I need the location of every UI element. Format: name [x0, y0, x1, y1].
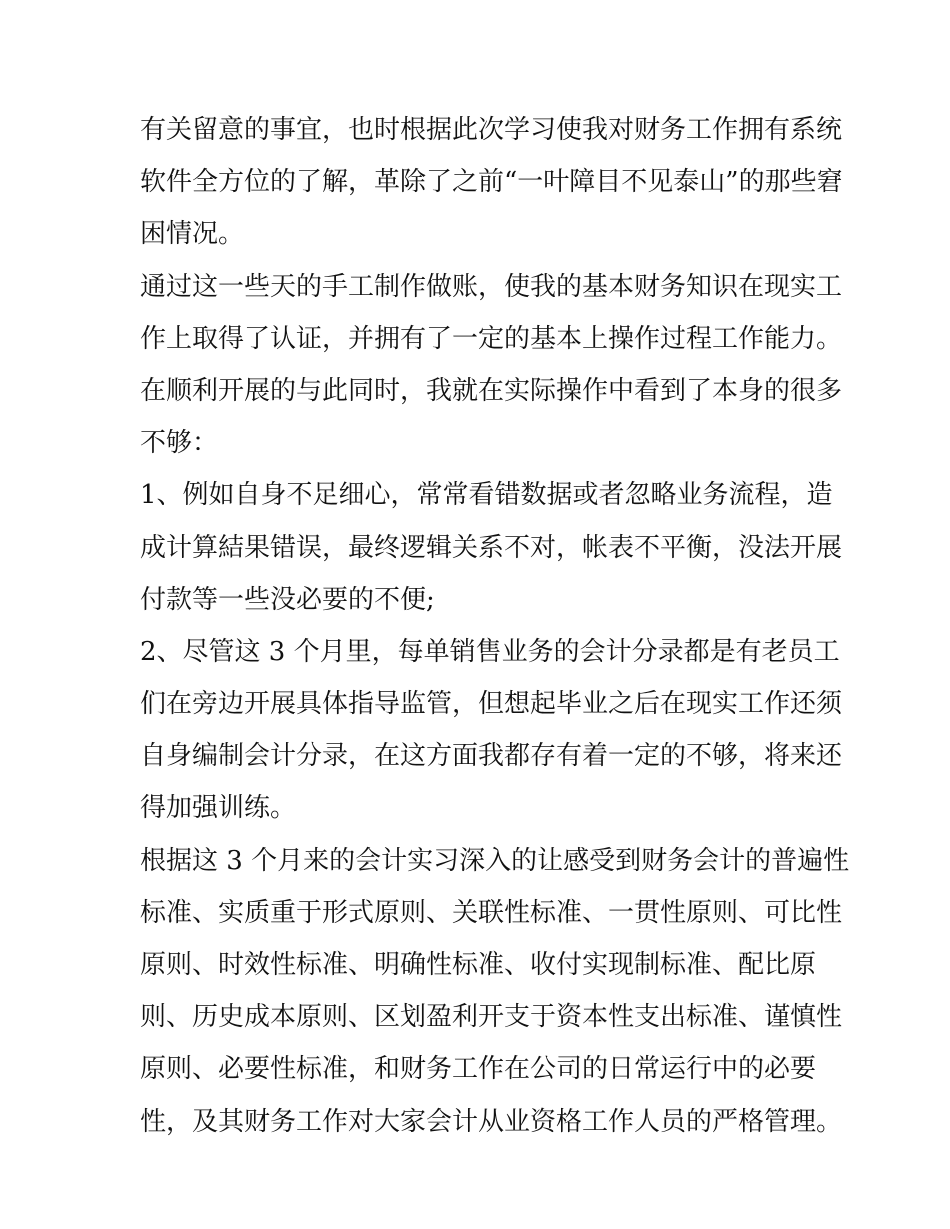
text-line: 作上取得了认证，并拥有了一定的基本上操作过程工作能力。 [140, 323, 843, 354]
text-line: 付款等一些没必要的不便; [140, 584, 435, 615]
text-line: 2、尽管这 3 个月里，每单销售业务的会计分录都是有老员工 [140, 636, 840, 667]
text-line: 软件全方位的了解，革除了之前“一叶障目不见泰山”的那些窘 [140, 167, 843, 198]
text-line: 标准、实质重于形式原则、关联性标准、一贯性原则、可比性 [140, 897, 843, 928]
text-line: 们在旁边开展具体指导监管，但想起毕业之后在现实工作还须 [140, 689, 843, 720]
text-line: 1、例如自身不足细心，常常看错数据或者忽略业务流程，造 [140, 480, 833, 511]
text-line: 在顺利开展的与此同时，我就在实际操作中看到了本身的很多 [140, 375, 843, 406]
text-line: 根据这 3 个月来的会计实习深入的让感受到财务会计的普遍性 [140, 845, 850, 876]
document-body-text [140, 104, 850, 1148]
text-line: 则、历史成本原则、区划盈利开支于资本性支出标准、谨慎性 [140, 1002, 843, 1033]
text-line: 得加强训练。 [140, 793, 297, 824]
text-line: 原则、必要性标准，和财务工作在公司的日常运行中的必要 [140, 1054, 817, 1085]
text-line: 不够： [140, 428, 219, 459]
text-line: 通过这一些天的手工制作做账，使我的基本财务知识在现实工 [140, 271, 843, 302]
text-line: 性，及其财务工作对大家会计从业资格工作人员的严格管理。 [140, 1106, 843, 1137]
text-line: 成计算結果错误，最终逻辑关系不对，帐表不平衡，没法开展 [140, 532, 843, 563]
text-line: 困情况。 [140, 219, 245, 250]
text-line: 有关留意的事宜，也时根据此次学习使我对财务工作拥有系统 [140, 115, 843, 145]
text-line: 自身编制会计分录，在这方面我都存有着一定的不够，将来还 [140, 741, 843, 772]
text-line: 原则、时效性标准、明确性标准、收付实现制标准、配比原 [140, 950, 817, 980]
